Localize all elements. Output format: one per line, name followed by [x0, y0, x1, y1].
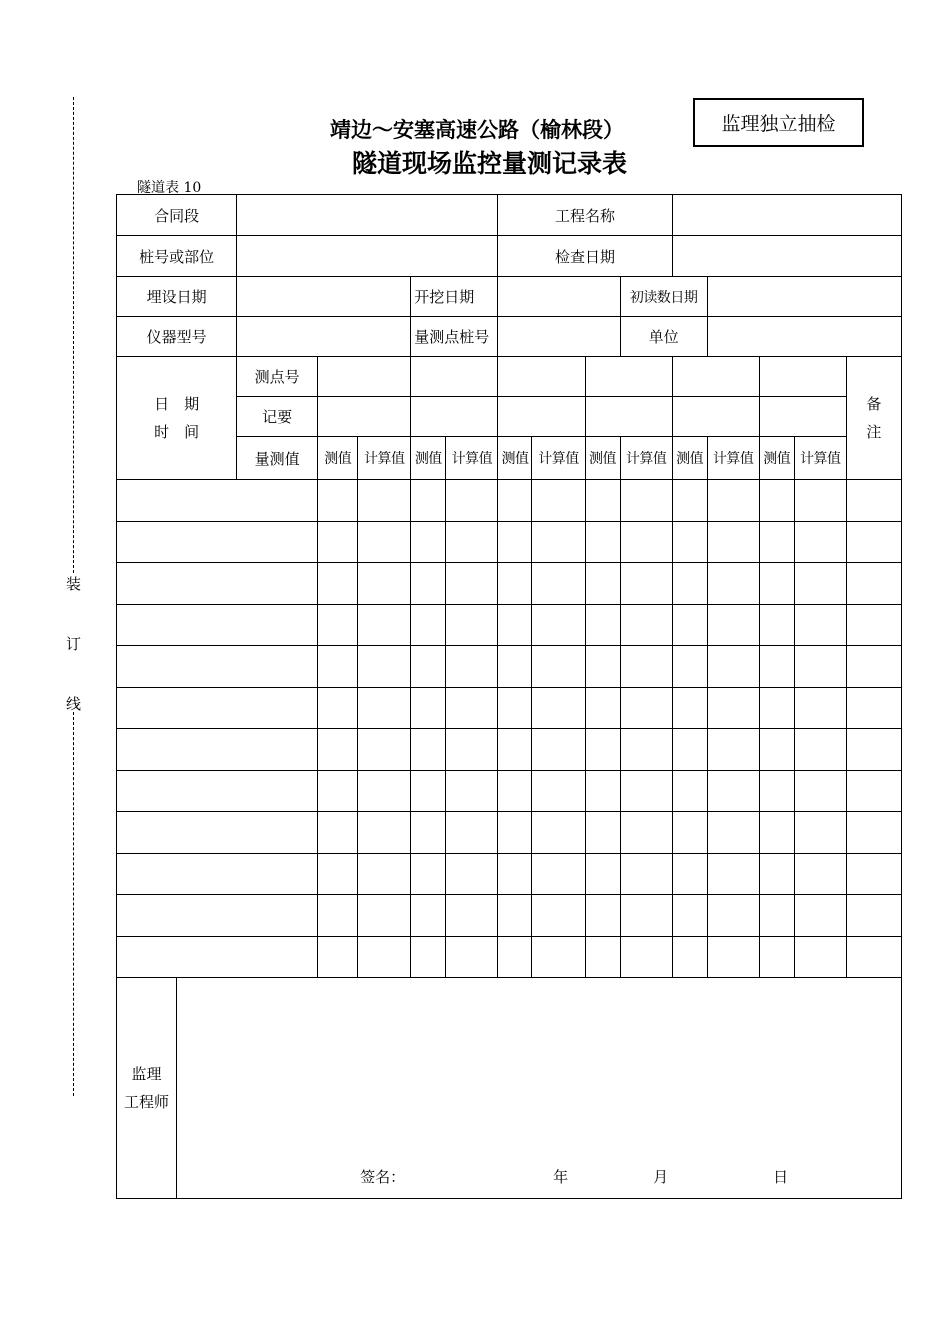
remarks-cell[interactable]: [846, 521, 901, 563]
value-cell[interactable]: [759, 604, 794, 646]
binding-char-zhuang: 装: [66, 575, 82, 593]
value-cell[interactable]: [446, 604, 498, 646]
value-cell[interactable]: [620, 853, 672, 895]
remarks-cell[interactable]: [846, 729, 901, 771]
value-cell[interactable]: [585, 480, 620, 522]
value-cell[interactable]: [358, 770, 411, 812]
value-cell[interactable]: [532, 895, 585, 937]
value-cell[interactable]: [532, 812, 585, 854]
measured-value-label: 量测值: [237, 437, 318, 480]
value-cell[interactable]: [794, 853, 846, 895]
contract-label: 合同段: [117, 195, 237, 236]
form-number: 隧道表 10: [137, 180, 202, 196]
value-cell[interactable]: [759, 563, 794, 605]
value-cell[interactable]: [620, 895, 672, 937]
value-cell[interactable]: [707, 936, 759, 978]
value-cell[interactable]: [411, 729, 446, 771]
value-cell[interactable]: [532, 480, 585, 522]
value-cell[interactable]: [585, 853, 620, 895]
value-cell[interactable]: [707, 812, 759, 854]
value-cell[interactable]: [620, 480, 672, 522]
value-cell[interactable]: [707, 646, 759, 688]
memo-cell[interactable]: [759, 397, 846, 437]
value-cell[interactable]: [585, 770, 620, 812]
initial-read-date-label: 初读数日期: [620, 277, 707, 317]
value-cell[interactable]: [620, 936, 672, 978]
remarks-cell[interactable]: [846, 563, 901, 605]
value-cell[interactable]: [532, 936, 585, 978]
value-cell[interactable]: [532, 646, 585, 688]
value-cell[interactable]: [532, 853, 585, 895]
value-cell[interactable]: [794, 480, 846, 522]
value-cell[interactable]: [794, 812, 846, 854]
point-no-cell[interactable]: [411, 357, 498, 397]
measured-col-header: 测值: [672, 437, 707, 480]
instrument-field[interactable]: [237, 317, 411, 357]
value-cell[interactable]: [759, 729, 794, 771]
memo-label: 记要: [237, 397, 318, 437]
value-cell[interactable]: [446, 729, 498, 771]
value-cell[interactable]: [794, 895, 846, 937]
year-label: 年: [553, 1168, 569, 1186]
value-cell[interactable]: [318, 480, 358, 522]
value-cell[interactable]: [446, 770, 498, 812]
value-cell[interactable]: [794, 563, 846, 605]
value-cell[interactable]: [498, 563, 532, 605]
datetime-cell[interactable]: [117, 604, 318, 646]
value-cell[interactable]: [585, 604, 620, 646]
month-label: 月: [653, 1168, 669, 1186]
value-cell[interactable]: [318, 521, 358, 563]
value-cell[interactable]: [620, 812, 672, 854]
value-cell[interactable]: [532, 770, 585, 812]
remarks-cell[interactable]: [846, 853, 901, 895]
table-row: [117, 729, 902, 771]
value-cell[interactable]: [585, 812, 620, 854]
remarks-cell[interactable]: [846, 812, 901, 854]
time-label: 时 间: [154, 423, 200, 441]
datetime-cell[interactable]: [117, 895, 318, 937]
value-cell[interactable]: [498, 895, 532, 937]
value-cell[interactable]: [532, 604, 585, 646]
value-cell[interactable]: [794, 936, 846, 978]
supervisor-sign-area[interactable]: [177, 978, 902, 1199]
calc-col-header: 计算值: [707, 437, 759, 480]
value-cell[interactable]: [318, 936, 358, 978]
measure-point-station-label: 量测点桩号: [411, 317, 498, 357]
point-no-cell[interactable]: [759, 357, 846, 397]
table-row: [117, 480, 902, 522]
value-cell[interactable]: [707, 563, 759, 605]
value-cell[interactable]: [759, 895, 794, 937]
calc-col-header: 计算值: [620, 437, 672, 480]
value-cell[interactable]: [446, 646, 498, 688]
unit-label: 单位: [620, 317, 707, 357]
value-cell[interactable]: [620, 687, 672, 729]
value-cell[interactable]: [585, 646, 620, 688]
memo-cell[interactable]: [498, 397, 585, 437]
remarks-label-line2: 注: [866, 423, 882, 441]
point-no-cell[interactable]: [585, 357, 672, 397]
measured-col-header: 测值: [585, 437, 620, 480]
value-cell[interactable]: [358, 729, 411, 771]
value-cell[interactable]: [318, 604, 358, 646]
table-row: [117, 936, 902, 978]
value-cell[interactable]: [759, 646, 794, 688]
value-cell[interactable]: [498, 604, 532, 646]
value-cell[interactable]: [672, 604, 707, 646]
value-cell[interactable]: [446, 895, 498, 937]
date-time-header: [117, 357, 237, 480]
value-cell[interactable]: [446, 853, 498, 895]
memo-cell[interactable]: [318, 397, 411, 437]
station-label: 桩号或部位: [117, 236, 237, 277]
project-name-field[interactable]: [672, 195, 901, 236]
value-cell[interactable]: [794, 687, 846, 729]
value-cell[interactable]: [620, 521, 672, 563]
point-no-cell[interactable]: [318, 357, 411, 397]
excavation-date-label: 开挖日期: [411, 277, 498, 317]
value-cell[interactable]: [585, 563, 620, 605]
remarks-cell[interactable]: [846, 770, 901, 812]
datetime-cell[interactable]: [117, 729, 318, 771]
measured-col-header: 测值: [498, 437, 532, 480]
value-cell[interactable]: [672, 853, 707, 895]
table-row: [117, 563, 902, 605]
remarks-label-line1: 备: [866, 395, 882, 413]
remarks-cell[interactable]: [846, 895, 901, 937]
value-cell[interactable]: [498, 812, 532, 854]
value-cell[interactable]: [411, 563, 446, 605]
value-cell[interactable]: [707, 729, 759, 771]
value-cell[interactable]: [672, 563, 707, 605]
value-cell[interactable]: [446, 812, 498, 854]
value-cell[interactable]: [620, 604, 672, 646]
value-cell[interactable]: [585, 895, 620, 937]
value-cell[interactable]: [446, 936, 498, 978]
station-field[interactable]: [237, 236, 498, 277]
value-cell[interactable]: [358, 895, 411, 937]
value-cell[interactable]: [358, 812, 411, 854]
value-cell[interactable]: [446, 687, 498, 729]
value-cell[interactable]: [794, 646, 846, 688]
value-cell[interactable]: [358, 646, 411, 688]
value-cell[interactable]: [707, 604, 759, 646]
value-cell[interactable]: [411, 853, 446, 895]
value-cell[interactable]: [318, 687, 358, 729]
value-cell[interactable]: [620, 729, 672, 771]
point-no-label: 测点号: [237, 357, 318, 397]
value-cell[interactable]: [318, 853, 358, 895]
remarks-cell[interactable]: [846, 604, 901, 646]
value-cell[interactable]: [498, 770, 532, 812]
binding-char-xian: 线: [66, 695, 82, 713]
value-cell[interactable]: [759, 480, 794, 522]
value-cell[interactable]: [446, 480, 498, 522]
value-cell[interactable]: [411, 687, 446, 729]
value-cell[interactable]: [358, 853, 411, 895]
memo-cell[interactable]: [672, 397, 759, 437]
value-cell[interactable]: [318, 812, 358, 854]
value-cell[interactable]: [707, 770, 759, 812]
date-label: 日 期: [154, 395, 200, 413]
value-cell[interactable]: [585, 729, 620, 771]
value-cell[interactable]: [759, 770, 794, 812]
memo-cell[interactable]: [411, 397, 498, 437]
burial-date-field[interactable]: [237, 277, 411, 317]
document-title-line2: 隧道现场监控量测记录表: [352, 149, 628, 178]
value-cell[interactable]: [411, 480, 446, 522]
value-cell[interactable]: [672, 521, 707, 563]
binding-char-ding: 订: [66, 635, 82, 653]
excavation-date-field[interactable]: [498, 277, 620, 317]
value-cell[interactable]: [532, 729, 585, 771]
value-cell[interactable]: [498, 853, 532, 895]
value-cell[interactable]: [794, 604, 846, 646]
value-cell[interactable]: [759, 521, 794, 563]
value-cell[interactable]: [498, 936, 532, 978]
supervisor-label-line2: 工程师: [124, 1093, 170, 1111]
value-cell[interactable]: [672, 729, 707, 771]
check-date-label: 检查日期: [498, 236, 672, 277]
point-no-cell[interactable]: [672, 357, 759, 397]
value-cell[interactable]: [672, 812, 707, 854]
unit-field[interactable]: [707, 317, 901, 357]
calc-col-header: 计算值: [446, 437, 498, 480]
value-cell[interactable]: [498, 480, 532, 522]
value-cell[interactable]: [672, 480, 707, 522]
datetime-cell[interactable]: [117, 687, 318, 729]
datetime-cell[interactable]: [117, 480, 318, 522]
value-cell[interactable]: [411, 895, 446, 937]
measured-col-header: 测值: [318, 437, 358, 480]
value-cell[interactable]: [411, 812, 446, 854]
table-row: [117, 812, 902, 854]
remarks-cell[interactable]: [846, 646, 901, 688]
value-cell[interactable]: [411, 936, 446, 978]
value-cell[interactable]: [498, 646, 532, 688]
value-cell[interactable]: [759, 812, 794, 854]
datetime-cell[interactable]: [117, 563, 318, 605]
remarks-cell[interactable]: [846, 936, 901, 978]
value-cell[interactable]: [759, 853, 794, 895]
value-cell[interactable]: [411, 770, 446, 812]
value-cell[interactable]: [585, 687, 620, 729]
instrument-label: 仪器型号: [117, 317, 237, 357]
value-cell[interactable]: [411, 604, 446, 646]
value-cell[interactable]: [358, 480, 411, 522]
project-name-label: 工程名称: [498, 195, 672, 236]
initial-read-date-field[interactable]: [707, 277, 901, 317]
value-cell[interactable]: [532, 687, 585, 729]
value-cell[interactable]: [672, 770, 707, 812]
measured-col-header: 测值: [411, 437, 446, 480]
value-cell[interactable]: [794, 729, 846, 771]
supervisor-label-line1: 监理: [131, 1065, 162, 1083]
day-label: 日: [773, 1168, 789, 1186]
datetime-cell[interactable]: [117, 770, 318, 812]
value-cell[interactable]: [794, 770, 846, 812]
value-cell[interactable]: [318, 563, 358, 605]
value-cell[interactable]: [759, 687, 794, 729]
sign-label: 签名：: [360, 1168, 406, 1186]
datetime-cell[interactable]: [117, 646, 318, 688]
data-rows: [117, 480, 902, 978]
calc-col-header: 计算值: [794, 437, 846, 480]
value-cell[interactable]: [759, 936, 794, 978]
document-title-line1: 靖边～安塞高速公路（榆林段）: [330, 118, 624, 142]
value-cell[interactable]: [358, 604, 411, 646]
value-cell[interactable]: [318, 770, 358, 812]
value-cell[interactable]: [358, 936, 411, 978]
value-cell[interactable]: [794, 521, 846, 563]
table-row: [117, 853, 902, 895]
value-cell[interactable]: [707, 853, 759, 895]
value-cell[interactable]: [707, 895, 759, 937]
value-cell[interactable]: [318, 729, 358, 771]
table-row: [117, 895, 902, 937]
value-cell[interactable]: [498, 687, 532, 729]
calc-col-header: 计算值: [358, 437, 411, 480]
value-cell[interactable]: [498, 521, 532, 563]
binding-line-bottom: [73, 712, 74, 1096]
contract-field[interactable]: [237, 195, 498, 236]
value-cell[interactable]: [411, 646, 446, 688]
memo-cell[interactable]: [585, 397, 672, 437]
value-cell[interactable]: [532, 521, 585, 563]
value-cell[interactable]: [672, 895, 707, 937]
datetime-cell[interactable]: [117, 853, 318, 895]
remarks-header: [846, 357, 901, 480]
value-cell[interactable]: [411, 521, 446, 563]
table-row: [117, 770, 902, 812]
value-cell[interactable]: [358, 563, 411, 605]
remarks-cell[interactable]: [846, 480, 901, 522]
value-cell[interactable]: [358, 521, 411, 563]
binding-line-top: [73, 97, 74, 573]
value-cell[interactable]: [532, 563, 585, 605]
table-row: [117, 646, 902, 688]
supervisor-label: [117, 978, 177, 1199]
measured-col-header: 测值: [759, 437, 794, 480]
table-row: [117, 604, 902, 646]
value-cell[interactable]: [318, 646, 358, 688]
value-cell[interactable]: [498, 729, 532, 771]
value-cell[interactable]: [318, 895, 358, 937]
burial-date-label: 埋设日期: [117, 277, 237, 317]
value-cell[interactable]: [620, 646, 672, 688]
value-cell[interactable]: [672, 646, 707, 688]
value-cell[interactable]: [620, 770, 672, 812]
value-cell[interactable]: [620, 563, 672, 605]
value-cell[interactable]: [446, 521, 498, 563]
value-cell[interactable]: [707, 480, 759, 522]
datetime-cell[interactable]: [117, 521, 318, 563]
value-cell[interactable]: [707, 521, 759, 563]
value-cell[interactable]: [585, 936, 620, 978]
remarks-cell[interactable]: [846, 687, 901, 729]
check-date-field[interactable]: [672, 236, 901, 277]
point-no-cell[interactable]: [498, 357, 585, 397]
value-cell[interactable]: [585, 521, 620, 563]
calc-col-header: 计算值: [532, 437, 585, 480]
table-row: [117, 687, 902, 729]
datetime-cell[interactable]: [117, 812, 318, 854]
value-cell[interactable]: [672, 936, 707, 978]
value-cell[interactable]: [672, 687, 707, 729]
value-cell[interactable]: [446, 563, 498, 605]
measure-point-station-field[interactable]: [498, 317, 620, 357]
value-cell[interactable]: [358, 687, 411, 729]
record-table: [116, 194, 902, 1199]
inspection-stamp: 监理独立抽检: [693, 98, 864, 147]
table-row: [117, 521, 902, 563]
datetime-cell[interactable]: [117, 936, 318, 978]
value-cell[interactable]: [707, 687, 759, 729]
